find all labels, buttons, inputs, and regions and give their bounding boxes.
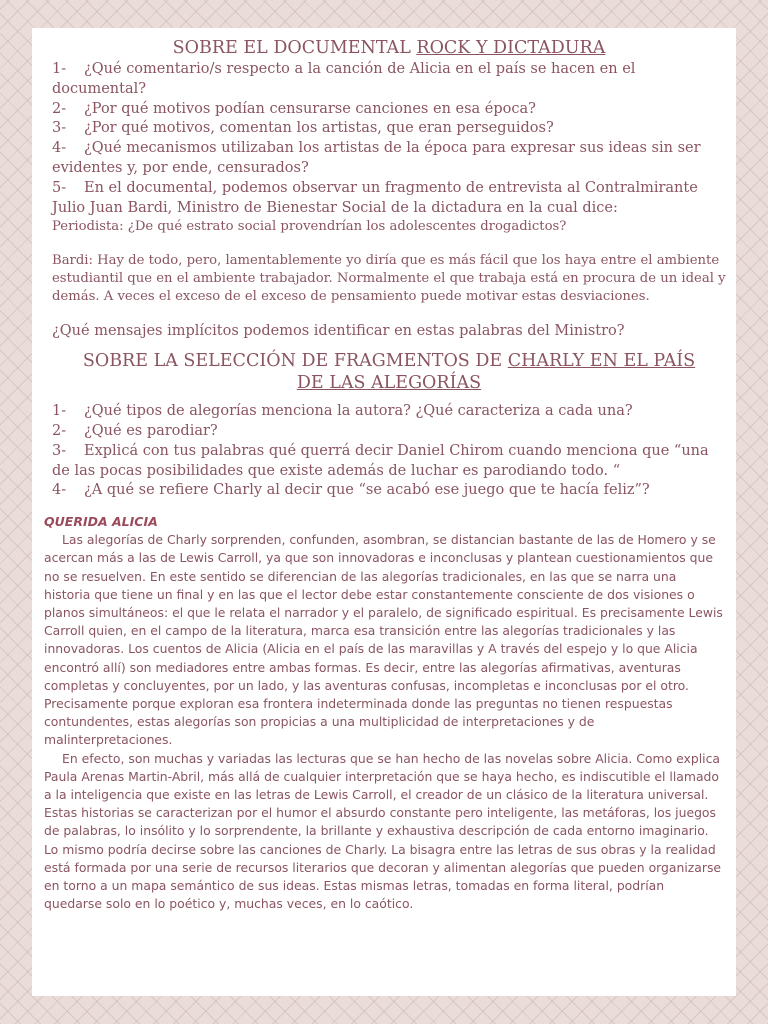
question-number: 3- [52, 442, 67, 459]
question-number: 5- [52, 179, 67, 196]
section1-title [52, 36, 726, 60]
section1-questions [52, 60, 726, 342]
question-number: 4- [52, 140, 67, 157]
section2-title [52, 350, 726, 394]
question-text: En el documental, podemos observar un fragmento de entrevista al Contralmirante Julio Juan Bardi, Ministro de Bienestar Social de la dictadura en la cual dice: [52, 179, 698, 216]
question-item [52, 422, 726, 442]
question-text: ¿Qué es parodiar? [84, 422, 218, 439]
periodista-quote: Periodista: ¿De qué estrato social provendrían los adolescentes drogadictos? [52, 219, 567, 235]
section1-title-underlined: ROCK Y DICTADURA [416, 38, 606, 58]
document-page [32, 28, 736, 996]
question-number: 1- [52, 403, 67, 420]
question-number: 3- [52, 120, 67, 137]
question-text: ¿Por qué motivos, comentan los artistas, que eran perseguidos? [84, 120, 554, 137]
article-title: QUERIDA ALICIA [44, 514, 158, 530]
section2-title-prefix: SOBRE LA SELECCIÓN DE FRAGMENTOS DE [82, 351, 508, 372]
final-question: ¿Qué mensajes implícitos podemos identificar en estas palabras del Ministro? [52, 323, 625, 340]
article-paragraph: Las alegorías de Charly sorprenden, confunden, asombran, se distancian bastante de las de Homero y se acercan más a las de Lewis Carroll, ya que son innovadoras e inconclusas y plantean cuestionamientos que no se resuelven. En este sentido se diferencian de las alegorías tradicionales, en las que se narra una historia que tiene un final y en las que el lector debe estar constantemente consciente de dos visiones o planos simultáneos: el que le relata el narrador y el paralelo, de significado espiritual. Es precisamente Lewis Carroll quien, en el campo de la literatura, marca esa transición entre las alegorías tradicionales y las innovadoras. Los cuentos de Alicia (Alicia en el país de las maravillas y A través del espejo y lo que Alicia encontró allí) son mediadores entre ambas formas. Es decir, entre las alegorías afirmativas, aventuras completas y concluyentes, por un lado, y las aventuras confusas, incompletas e inconclusas por el otro. Precisamente porque exploran esa frontera indeterminada donde las preguntas no tienen respuestas contundentes, estas alegorías son propicias a una multiplicidad de interpretaciones y de malinterpretaciones. [44, 532, 723, 748]
question-text: ¿A qué se refiere Charly al decir que “se acabó ese juego que te hacía feliz”? [84, 482, 650, 499]
question-number: 4- [52, 482, 67, 499]
question-text: ¿Qué comentario/s respecto a la canción de Alicia en el país se hacen en el documental? [52, 61, 636, 97]
section2-questions [52, 402, 726, 501]
section2-title-underlined-2: DE LAS ALEGORÍAS [296, 373, 482, 394]
question-item [52, 100, 726, 120]
question-text: ¿Qué mecanismos utilizaban los artistas de la época para expresar sus ideas sin ser evidentes y, por ende, censurados? [52, 140, 701, 176]
question-number: 2- [52, 100, 67, 117]
question-text: Explicá con tus palabras qué querrá decir Daniel Chirom cuando menciona que “una de las pocas posibilidades que existe además de luchar es parodiando todo. “ [52, 442, 709, 479]
question-number: 1- [52, 61, 67, 77]
question-number: 2- [52, 422, 67, 439]
question-item [52, 139, 726, 179]
bardi-quote: Bardi: Hay de todo, pero, lamentablemente yo diría que es más fácil que los haya entre el ambiente estudiantil que en el ambiente trabajador. Normalmente el que trabaja está en procura de un ideal y demás. A veces el exceso de el exceso de pensamiento puede motivar estas desviaciones. [52, 253, 726, 305]
section2-title-underlined-1: CHARLY EN EL PAÍS [507, 351, 696, 372]
question-item [52, 179, 726, 219]
question-item [52, 119, 726, 139]
question-text: ¿Por qué motivos podían censurarse canciones en esa época? [84, 100, 536, 117]
question-item [52, 60, 726, 100]
question-item [52, 442, 726, 482]
question-text: ¿Qué tipos de alegorías menciona la autora? ¿Qué caracteriza a cada una? [84, 403, 633, 420]
question-item [52, 481, 726, 501]
article-paragraph: En efecto, son muchas y variadas las lecturas que se han hecho de las novelas sobre Alicia. Como explica Paula Arenas Martin-Abril, más allá de cualquier interpretación que se haya hecho, es indiscutible el llamado a la inteligencia que existe en las letras de Lewis Carroll, el creador de un clásico de la literatura universal. Estas historias se caracterizan por el humor el absurdo constante pero inteligente, las metáforas, los juegos de palabras, lo insólito y lo sorprendente, la brillante y exhaustiva descripción de cada entorno imaginario. Lo mismo podría decirse sobre las canciones de Charly. La bisagra entre las letras de sus obras y la realidad está formada por una serie de recursos literarios que decoran y alimentan alegorías que pueden organizarse en torno a un mapa semántico de sus ideas. Estas mismas letras, tomadas en forma literal, podrían quedarse solo en lo poético y, muchas veces, en lo caótico. [44, 750, 722, 912]
question-item [52, 402, 726, 422]
section1-title-prefix: SOBRE EL DOCUMENTAL [172, 38, 417, 58]
